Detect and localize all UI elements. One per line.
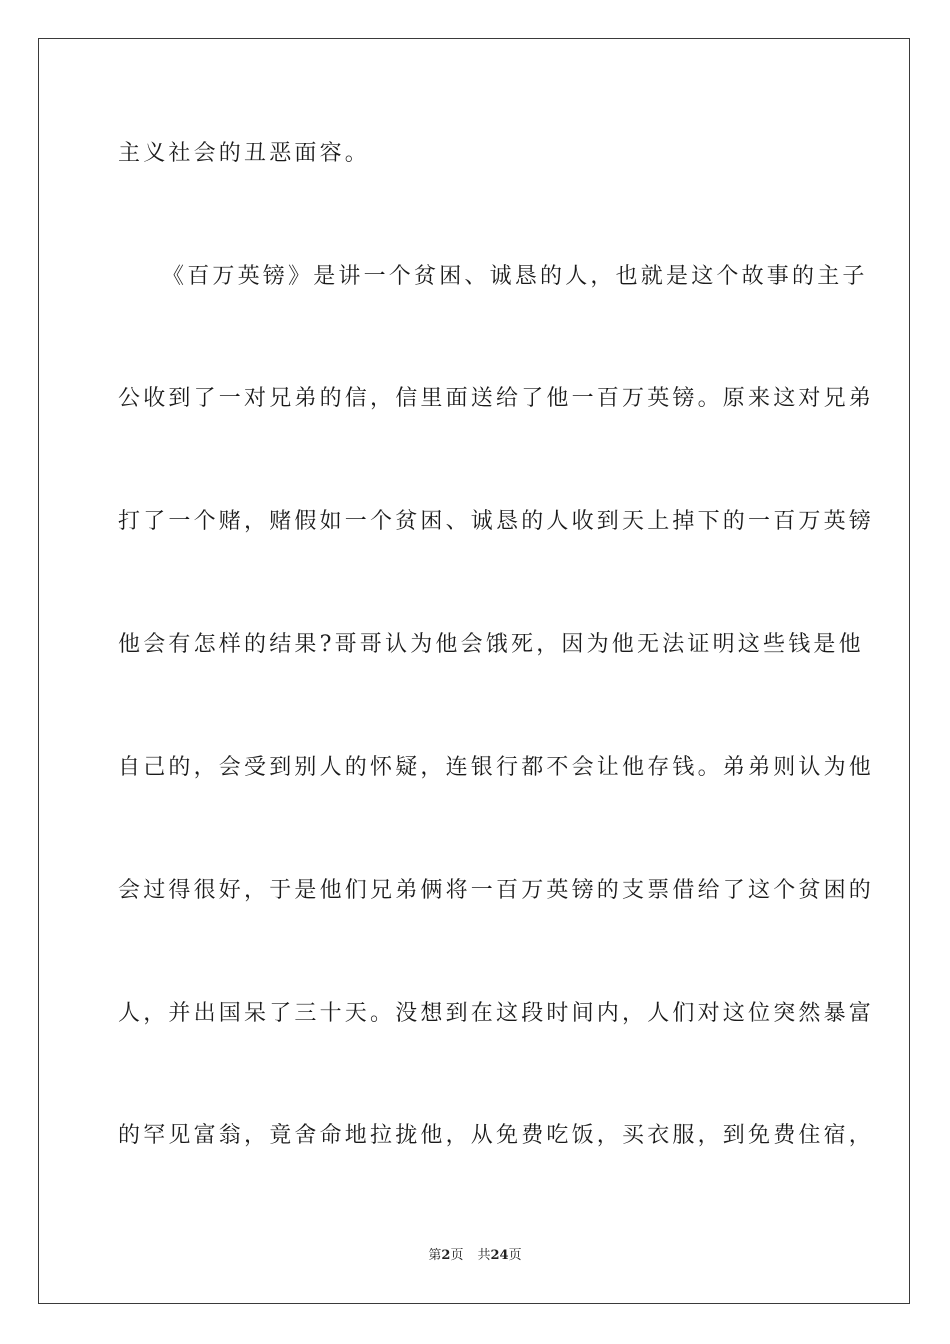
page-suffix: 页: [450, 1248, 464, 1263]
body-line-5: 他会有怎样的结果?哥哥认为他会饿死，因为他无法证明这些钱是他: [118, 632, 864, 657]
total-prefix: 共: [477, 1248, 491, 1263]
page-prefix: 第: [428, 1248, 442, 1263]
total-pages: 24: [490, 1248, 509, 1263]
page-footer: [0, 1246, 950, 1266]
body-line-6: 自己的，会受到别人的怀疑，连银行都不会让他存钱。弟弟则认为他: [118, 755, 875, 780]
body-line-8: 人，并出国呆了三十天。没想到在这段时间内，人们对这位突然暴富: [118, 1001, 875, 1026]
body-line-1: 主义社会的丑恶面容。: [118, 141, 371, 166]
body-line-7: 会过得很好，于是他们兄弟俩将一百万英镑的支票借给了这个贫困的: [118, 878, 875, 903]
body-line-3: 公收到了一对兄弟的信，信里面送给了他一百万英镑。原来这对兄弟: [118, 386, 875, 411]
body-line-4: 打了一个赌，赌假如一个贫困、诚恳的人收到天上掉下的一百万英镑: [118, 509, 875, 534]
body-line-9: 的罕见富翁，竟舍命地拉拢他，从免费吃饭，买衣服，到免费住宿，: [118, 1123, 875, 1148]
page-number: 2: [441, 1248, 451, 1263]
total-suffix: 页: [508, 1248, 522, 1263]
page-border: [38, 38, 910, 1304]
body-line-2: 《百万英镑》是讲一个贫困、诚恳的人，也就是这个故事的主子: [162, 264, 868, 289]
